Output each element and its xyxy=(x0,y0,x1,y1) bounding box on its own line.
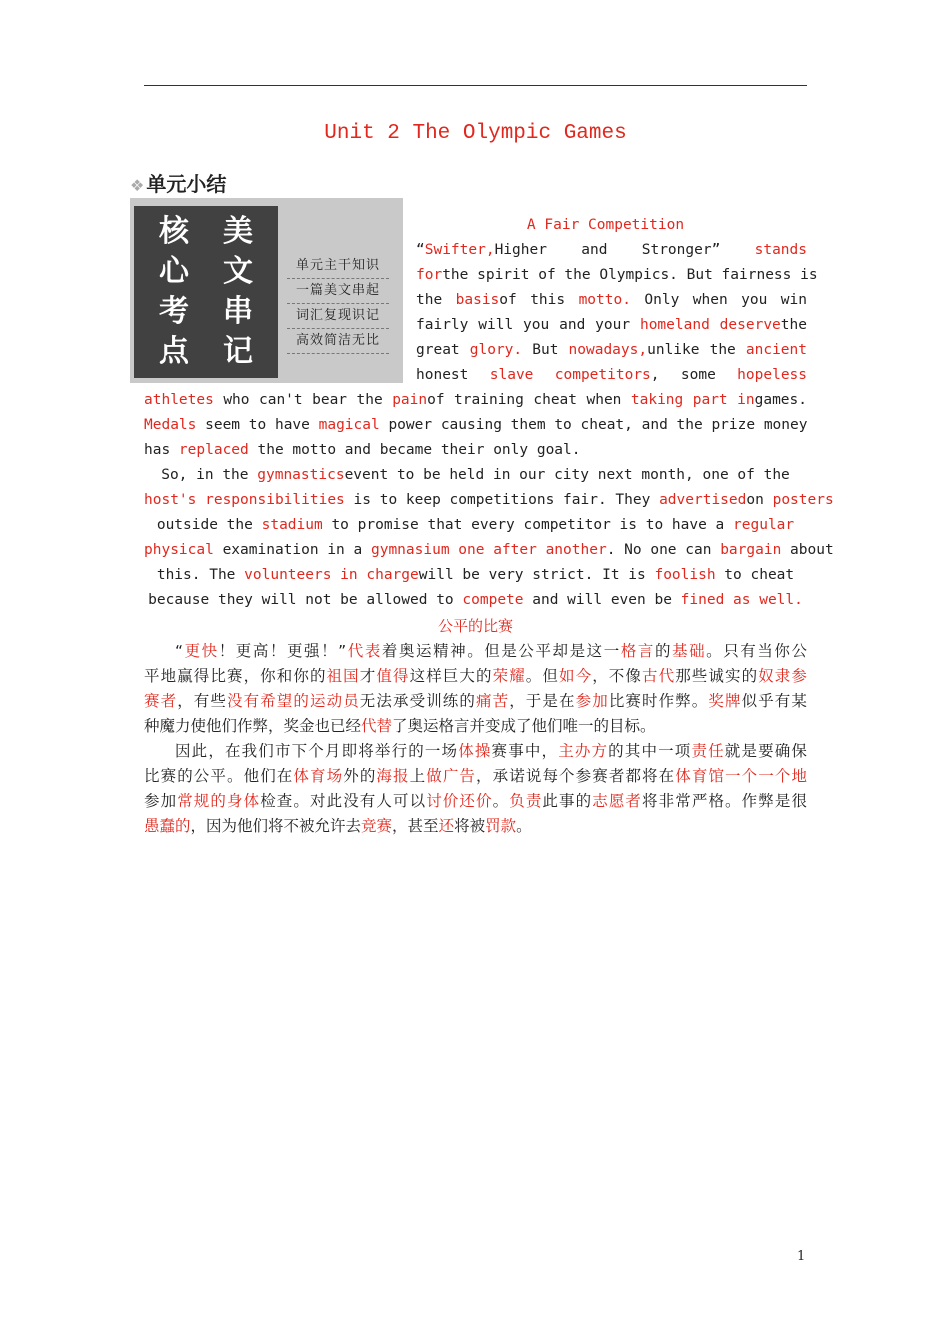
english-text: seem to have xyxy=(196,417,319,433)
chinese-title: 公平的比赛 xyxy=(437,617,513,635)
chinese-highlight: 参加 xyxy=(575,692,609,710)
chinese-line xyxy=(144,814,807,839)
chinese-highlight: 竞赛 xyxy=(361,817,393,835)
english-highlight: bargain xyxy=(720,542,782,558)
chinese-text: 才 xyxy=(359,667,377,685)
chinese-highlight: 志愿者 xyxy=(592,792,643,810)
chinese-line xyxy=(144,714,807,739)
english-title: A Fair Competition xyxy=(526,217,685,233)
chinese-text: ，不像 xyxy=(592,667,642,685)
english-line xyxy=(416,263,818,288)
english-text: to cheat xyxy=(715,567,795,583)
english-text: of this xyxy=(499,292,579,308)
english-text: . No one can xyxy=(606,542,721,558)
chinese-line xyxy=(144,664,807,689)
chinese-highlight: 基础 xyxy=(672,642,707,660)
chinese-highlight: 主办方 xyxy=(558,742,609,760)
badge-char: 文 xyxy=(223,254,253,289)
english-highlight: fined as well. xyxy=(680,592,803,608)
english-text: will be very strict. It is xyxy=(418,567,655,583)
english-highlight: taking part in xyxy=(630,392,755,408)
english-line xyxy=(144,513,807,538)
chinese-highlight: 责任 xyxy=(691,742,725,760)
chinese-highlight: 做广告 xyxy=(426,767,477,785)
chinese-text: 的其中一项 xyxy=(608,742,692,760)
chinese-text: ！更高！更强！” xyxy=(218,642,347,660)
chinese-line xyxy=(144,739,807,764)
badge-char: 记 xyxy=(223,334,253,369)
diamond-icon: ❖ xyxy=(130,176,145,195)
chinese-text: 的 xyxy=(654,642,673,660)
english-highlight: gymnastics xyxy=(257,467,345,483)
english-line xyxy=(144,563,807,588)
english-text: and will even be xyxy=(523,592,681,608)
chinese-text: 因此，在我们市下个月即将举行的一场 xyxy=(175,742,459,760)
english-highlight: ancient xyxy=(745,342,807,358)
chinese-text: 这样巨大的 xyxy=(409,667,493,685)
english-line xyxy=(144,463,807,488)
english-text: , some xyxy=(650,367,738,383)
english-line xyxy=(144,538,834,563)
chinese-text: 比赛时作弊。 xyxy=(608,692,709,710)
english-text: great xyxy=(416,342,470,358)
chinese-text: 种魔力使他们作弊，奖金也已经 xyxy=(144,717,362,735)
english-highlight: compete xyxy=(462,592,524,608)
english-text: on xyxy=(746,492,773,508)
chinese-highlight: 没有希望的运动员 xyxy=(227,692,360,710)
badge-line: 词汇复现识记 xyxy=(287,304,389,329)
badge-char: 核 xyxy=(159,214,189,249)
english-highlight: advertised xyxy=(659,492,747,508)
english-text: unlike the xyxy=(647,342,746,358)
english-text: because they will not be allowed to xyxy=(148,592,463,608)
english-highlight: athletes xyxy=(144,392,214,408)
chinese-text: ，于是在 xyxy=(509,692,576,710)
english-text: Only when you win xyxy=(630,292,807,308)
chinese-highlight: 讨价还价 xyxy=(426,792,493,810)
chinese-line xyxy=(144,764,807,789)
english-line xyxy=(416,313,807,338)
english-highlight: posters xyxy=(772,492,834,508)
english-lines xyxy=(144,238,834,613)
chinese-text: ，有些 xyxy=(177,692,227,710)
english-text: power causing them to cheat, and the prize money xyxy=(379,417,808,433)
chinese-highlight: 奴隶参 xyxy=(758,667,807,685)
english-text: the motto and became their only goal. xyxy=(248,442,581,458)
badge-line: 高效简洁无比 xyxy=(287,329,389,354)
english-text: the xyxy=(416,292,456,308)
english-highlight: regular xyxy=(733,517,795,533)
english-line xyxy=(144,438,807,463)
chinese-highlight: 奖牌 xyxy=(708,692,742,710)
english-text: But xyxy=(522,342,569,358)
chinese-highlight: 体育场 xyxy=(293,767,344,785)
chinese-highlight: 负责 xyxy=(509,792,543,810)
chinese-text: 。 xyxy=(516,817,532,835)
chinese-text: “ xyxy=(175,642,184,660)
chinese-highlight: 还 xyxy=(438,817,455,835)
chinese-text: 参加 xyxy=(144,792,178,810)
chinese-text: 了奥运格言并变成了他们唯一的目标。 xyxy=(392,717,656,735)
english-text: So, in the xyxy=(161,467,258,483)
chinese-highlight: 海报 xyxy=(376,767,410,785)
english-text: to promise that every competitor is to have a xyxy=(322,517,734,533)
english-text: this. The xyxy=(156,567,245,583)
english-passage xyxy=(144,213,834,613)
chinese-text: 外的 xyxy=(343,767,377,785)
english-text: of training cheat when xyxy=(427,392,631,408)
chinese-highlight: 格言 xyxy=(620,642,655,660)
english-text: has xyxy=(144,442,179,458)
english-highlight: stands xyxy=(754,242,807,258)
english-text: about xyxy=(781,542,834,558)
english-highlight: motto. xyxy=(578,292,631,308)
english-line xyxy=(144,588,807,613)
english-line xyxy=(144,388,807,413)
chinese-text: 就是要确保 xyxy=(724,742,807,760)
chinese-text: 将非常严格。作弊是很 xyxy=(642,792,807,810)
chinese-text: 无法承受训练的 xyxy=(359,692,476,710)
english-text: fairly will you and your xyxy=(416,317,640,333)
chinese-highlight: 罚款 xyxy=(485,817,517,835)
chinese-text: 。只有当你公 xyxy=(706,642,807,660)
chinese-text: 上 xyxy=(409,767,427,785)
english-highlight: gymnasium one after another xyxy=(370,542,607,558)
english-highlight: homeland deserve xyxy=(639,317,781,333)
chinese-text: 。 xyxy=(492,792,510,810)
chinese-passage xyxy=(144,614,807,839)
chinese-text: 此事的 xyxy=(542,792,593,810)
badge-char: 考 xyxy=(159,294,189,329)
english-line xyxy=(416,363,807,388)
chinese-text: 比赛的公平。他们在 xyxy=(144,767,294,785)
badge-line: 一篇美文串起 xyxy=(287,279,389,304)
chinese-text: 赛事中， xyxy=(491,742,559,760)
english-highlight: pain xyxy=(392,392,428,408)
english-highlight: physical xyxy=(144,542,214,558)
chinese-line xyxy=(144,689,807,714)
chinese-text: 平地赢得比赛，你和你的 xyxy=(144,667,327,685)
english-text: examination in a xyxy=(213,542,371,558)
chinese-highlight: 体操 xyxy=(458,742,492,760)
english-text: is to keep competitions fair. They xyxy=(344,492,660,508)
chinese-highlight: 代替 xyxy=(361,717,393,735)
chinese-highlight: 古代 xyxy=(642,667,676,685)
chinese-text: 似乎有某 xyxy=(741,692,807,710)
english-line xyxy=(144,488,834,513)
page-number: 1 xyxy=(797,1249,806,1264)
english-highlight: host's responsibilities xyxy=(144,492,345,508)
english-highlight: slave competitors xyxy=(489,367,651,383)
chinese-highlight: 愚蠢的 xyxy=(144,817,191,835)
badge-char: 美 xyxy=(223,214,253,249)
english-line xyxy=(144,413,807,438)
chinese-line xyxy=(144,639,807,664)
section-heading-text: 单元小结 xyxy=(146,172,227,196)
chinese-text: ，因为他们将不被允许去 xyxy=(190,817,362,835)
english-text: Higher and Stronger” xyxy=(494,242,755,258)
chinese-text: 着奥运精神。但是公平却是这一 xyxy=(381,642,621,660)
unit-title: Unit 2 The Olympic Games xyxy=(324,122,627,145)
english-highlight: replaced xyxy=(178,442,249,458)
english-text: the spirit of the Olympics. But fairness is xyxy=(442,267,818,283)
chinese-text: 检查。对此没有人可以 xyxy=(260,792,427,810)
english-text: honest xyxy=(416,367,490,383)
english-text: outside the xyxy=(156,517,262,533)
chinese-text: ，承诺说每个参赛者都将在 xyxy=(476,767,676,785)
english-line xyxy=(416,238,807,263)
english-highlight: for xyxy=(416,267,443,283)
english-text: who can't bear the xyxy=(213,392,393,408)
chinese-highlight: 祖国 xyxy=(326,667,360,685)
english-line xyxy=(416,288,807,313)
chinese-highlight: 体育馆一个一个地 xyxy=(675,767,807,785)
english-text: “ xyxy=(416,242,425,258)
english-highlight: hopeless xyxy=(737,367,808,383)
english-highlight: stadium xyxy=(261,517,323,533)
english-highlight: Swifter, xyxy=(424,242,495,258)
badge-char: 串 xyxy=(223,294,253,329)
english-text: event to be held in our city next month, one of the xyxy=(344,467,790,483)
english-highlight: foolish xyxy=(654,567,716,583)
chinese-line xyxy=(144,789,807,814)
english-text: the xyxy=(780,317,807,333)
chinese-highlight: 荣耀 xyxy=(492,667,526,685)
english-highlight: volunteers in charge xyxy=(244,567,419,583)
chinese-text: 将被 xyxy=(454,817,486,835)
english-text: games. xyxy=(754,392,807,408)
chinese-highlight: 代表 xyxy=(346,642,382,660)
badge-line: 单元主干知识 xyxy=(287,254,389,279)
chinese-highlight: 更快 xyxy=(183,642,219,660)
chinese-lines xyxy=(144,639,807,839)
section-heading xyxy=(130,168,226,197)
english-highlight: basis xyxy=(455,292,500,308)
english-highlight: nowadays, xyxy=(568,342,648,358)
english-highlight: glory. xyxy=(469,342,523,358)
chinese-highlight: 痛苦 xyxy=(476,692,510,710)
chinese-text: 。但 xyxy=(525,667,559,685)
chinese-text: ，甚至 xyxy=(392,817,439,835)
english-highlight: Medals xyxy=(144,417,197,433)
header-rule xyxy=(144,85,807,86)
chinese-highlight: 值得 xyxy=(376,667,410,685)
chinese-highlight: 如今 xyxy=(559,667,593,685)
chinese-text: 那些诚实的 xyxy=(675,667,759,685)
english-highlight: magical xyxy=(318,417,380,433)
chinese-highlight: 赛者 xyxy=(144,692,178,710)
chinese-highlight: 常规的身体 xyxy=(177,792,261,810)
english-line xyxy=(416,338,807,363)
badge-char: 点 xyxy=(159,334,189,369)
badge-char: 心 xyxy=(159,254,189,289)
